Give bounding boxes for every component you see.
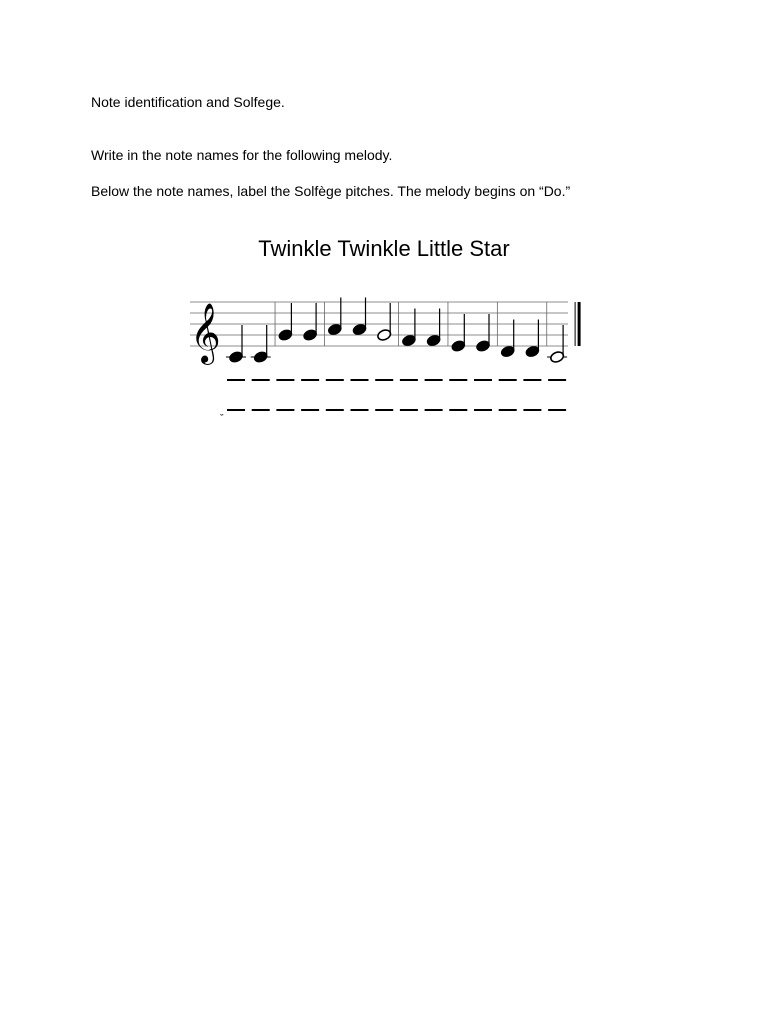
stray-mark: ˇ [220,413,224,425]
music-staff [186,280,586,420]
treble-clef-icon: 𝄞 [190,303,221,363]
instruction-note-names: Write in the note names for the following melody. [91,147,393,163]
worksheet-heading: Note identification and Solfege. [91,94,285,110]
song-title: Twinkle Twinkle Little Star [258,236,510,261]
instruction-solfege: Below the note names, label the Solfège pitches. The melody begins on “Do.” [91,183,571,199]
